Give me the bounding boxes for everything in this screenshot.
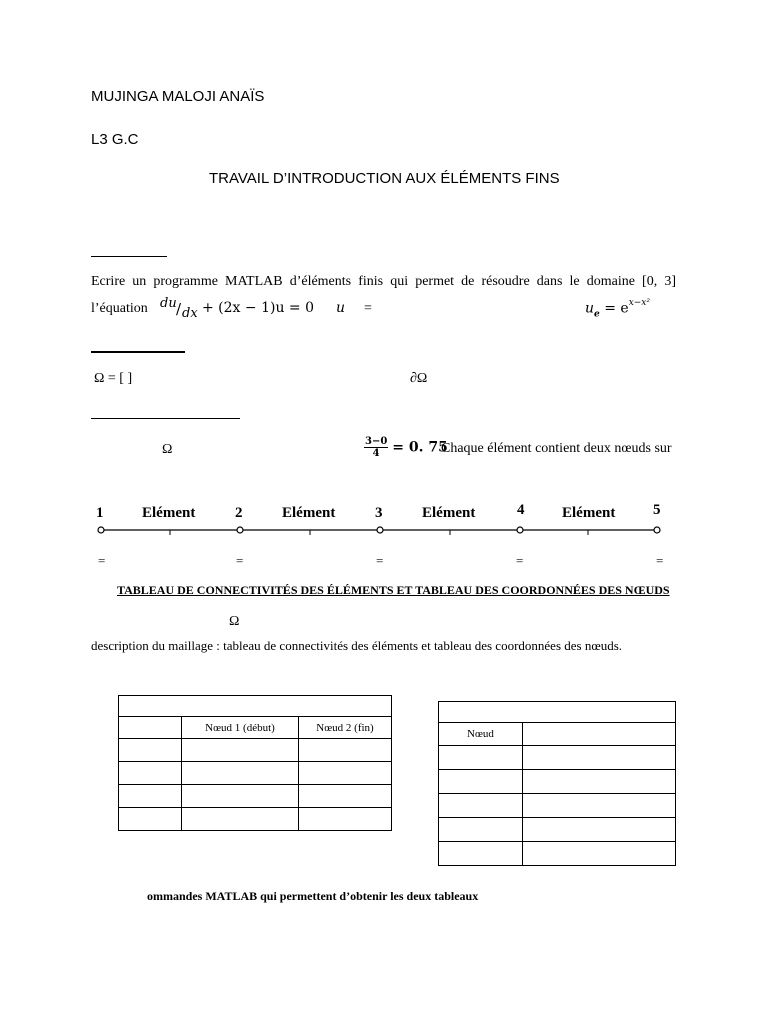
coord-eq-5: = <box>656 553 664 568</box>
table-cell <box>182 785 299 808</box>
coord-eq-4: = <box>516 553 524 568</box>
fraction-numerator: 3−0 <box>365 436 388 447</box>
mesh-omega: Ω <box>162 442 173 457</box>
intro-line-1: Ecrire un programme MATLAB d’éléments finis qui permet de résoudre dans le domaine [0, 3] <box>91 274 676 289</box>
eq-dx: dx <box>182 306 198 321</box>
table-cell <box>119 762 182 785</box>
u-label: u <box>336 300 346 316</box>
table-cell <box>523 818 676 842</box>
node-label-5: 5 <box>653 502 661 518</box>
table-cell <box>182 808 299 831</box>
u-equals: = <box>364 301 372 316</box>
table-title-cell <box>439 702 676 723</box>
ue-base: u <box>585 300 595 317</box>
table-cell <box>182 762 299 785</box>
table-row <box>119 696 392 717</box>
exact-solution <box>585 300 650 319</box>
boundary-symbol: ∂Ω <box>410 371 428 386</box>
table-cell <box>523 746 676 770</box>
header-node: Nœud <box>439 723 523 746</box>
element-label-3: Elément <box>422 505 476 521</box>
mesh-description: description du maillage : tableau de connectivités des éléments et tableau des coordonnées des nœuds. <box>91 638 623 653</box>
table-cell <box>439 770 523 794</box>
node-label-4: 4 <box>517 502 525 518</box>
table-cell <box>299 739 392 762</box>
node-circle-4 <box>517 527 523 533</box>
table-title-cell <box>119 696 392 717</box>
step-result: = 0. 75 <box>392 439 448 456</box>
node-label-2: 2 <box>235 505 243 521</box>
coordinates-table <box>438 701 676 866</box>
table-row <box>439 818 676 842</box>
table-row <box>439 746 676 770</box>
node-circle-5 <box>654 527 660 533</box>
table-row <box>439 794 676 818</box>
node-circle-3 <box>377 527 383 533</box>
fraction-denominator: 4 <box>372 448 380 459</box>
node-circle-2 <box>237 527 243 533</box>
ue-eq: = e <box>604 300 629 317</box>
coord-eq-2: = <box>236 553 244 568</box>
page-title: TRAVAIL D’INTRODUCTION AUX ÉLÉMENTS FINS <box>209 170 560 187</box>
step-fraction <box>364 436 388 459</box>
heading-underline <box>91 256 167 257</box>
node-label-1: 1 <box>96 505 104 521</box>
matlab-commands-heading: ommandes MATLAB qui permettent d’obtenir les deux tableaux <box>147 889 479 903</box>
eq-du: du <box>160 296 177 311</box>
table-row <box>439 770 676 794</box>
element-label-2: Elément <box>282 505 336 521</box>
table-row <box>119 762 392 785</box>
omega-interval: Ω = [ ] <box>94 371 133 386</box>
coord-eq-3: = <box>376 553 384 568</box>
connectivity-table <box>118 695 392 831</box>
eq-rest: + (2x − 1)u = 0 <box>202 300 314 316</box>
table-cell <box>439 746 523 770</box>
table-cell <box>299 762 392 785</box>
header-coordinate <box>523 723 676 746</box>
header-node-2: Nœud 2 (fin) <box>299 717 392 739</box>
header-element <box>119 717 182 739</box>
mesh-text: Chaque élément contient deux nœuds sur <box>441 441 672 456</box>
table-cell <box>119 785 182 808</box>
class-label: L3 G.C <box>91 131 139 148</box>
author-name: MUJINGA MALOJI ANAÏS <box>91 88 265 105</box>
table-row <box>439 702 676 723</box>
eq-slash: / <box>176 300 182 318</box>
table-cell <box>299 808 392 831</box>
table-cell <box>523 770 676 794</box>
table-cell <box>523 842 676 866</box>
table-cell <box>439 842 523 866</box>
section-omega: Ω <box>229 614 240 629</box>
table-row <box>119 739 392 762</box>
step-formula <box>364 436 448 459</box>
ue-sub: e <box>594 309 600 320</box>
table-cell <box>182 739 299 762</box>
intro-equation-prefix: l’équation <box>91 301 148 316</box>
table-row <box>439 842 676 866</box>
node-circle-1 <box>98 527 104 533</box>
heading-underline-2 <box>91 351 185 353</box>
table-header-row <box>119 717 392 739</box>
coord-eq-1: = <box>98 553 106 568</box>
node-label-3: 3 <box>375 505 383 521</box>
table-cell <box>439 818 523 842</box>
table-cell <box>439 794 523 818</box>
table-cell <box>523 794 676 818</box>
section-title: TABLEAU DE CONNECTIVITÉS DES ÉLÉMENTS ET TABLEAU DES COORDONNÉES DES NŒUDS <box>117 583 670 597</box>
element-label-4: Elément <box>562 505 616 521</box>
heading-underline-3 <box>91 418 240 419</box>
element-label-1: Elément <box>142 505 196 521</box>
table-row <box>119 808 392 831</box>
table-cell <box>119 739 182 762</box>
table-cell <box>119 808 182 831</box>
ue-exponent: x−x² <box>628 298 650 308</box>
mesh-diagram <box>90 520 670 542</box>
table-row <box>119 785 392 808</box>
header-node-1: Nœud 1 (début) <box>182 717 299 739</box>
table-header-row <box>439 723 676 746</box>
table-cell <box>299 785 392 808</box>
